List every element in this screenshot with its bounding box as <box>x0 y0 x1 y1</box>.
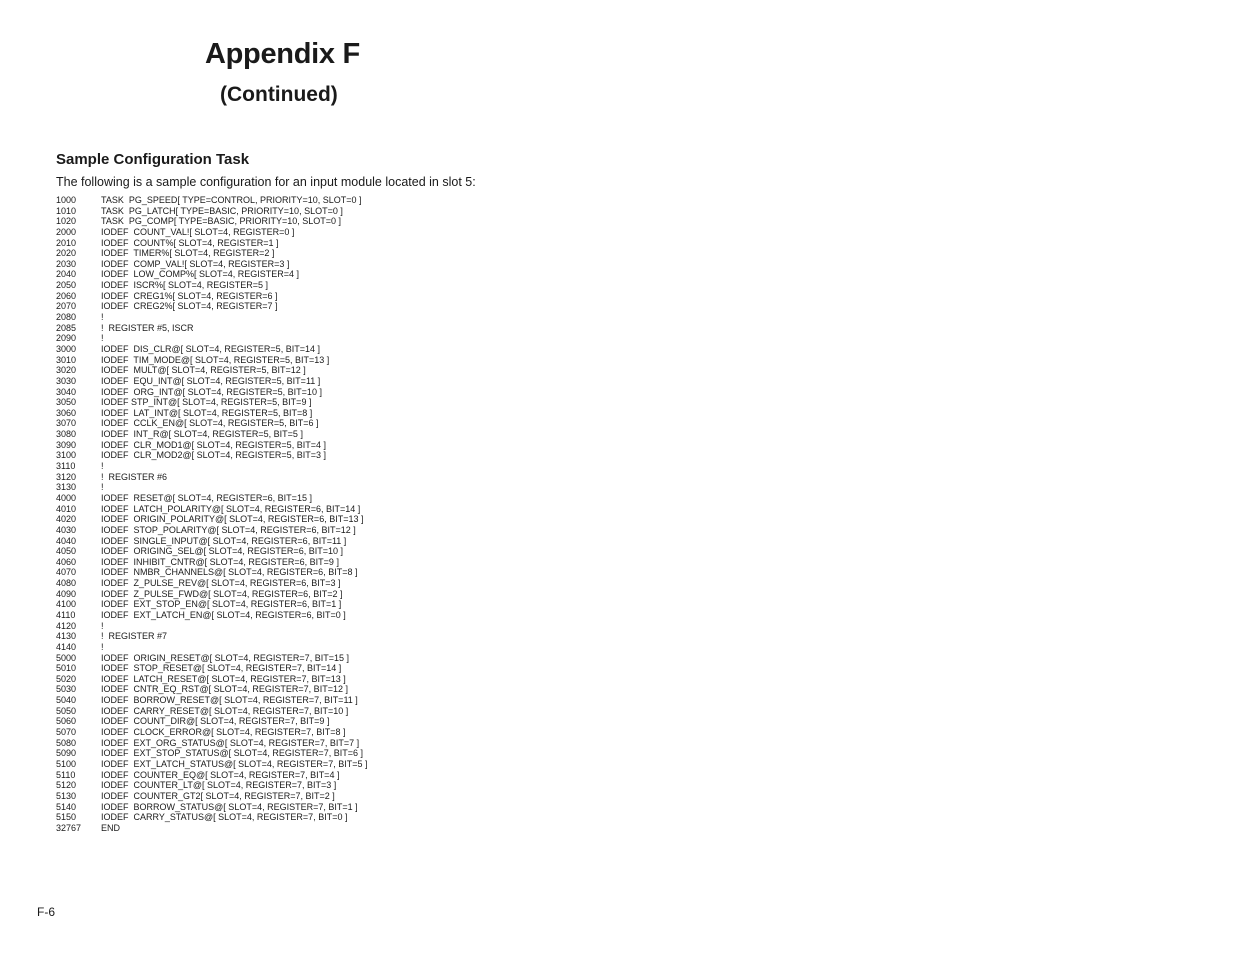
line-statement: IODEF LATCH_POLARITY@[ SLOT=4, REGISTER=6, BIT=14 ] <box>101 503 361 514</box>
line-number: 3080 <box>56 429 77 440</box>
code-line <box>56 748 367 759</box>
line-number: 2030 <box>56 258 77 269</box>
line-statement: IODEF COUNTER_LT@[ SLOT=4, REGISTER=7, BIT=3 ] <box>101 780 337 791</box>
code-line <box>56 631 367 642</box>
line-number: 5130 <box>56 790 77 801</box>
line-statement: IODEF LOW_COMP%[ SLOT=4, REGISTER=4 ] <box>101 269 300 280</box>
line-statement: ! REGISTER #6 <box>101 471 168 482</box>
line-number: 1020 <box>56 216 77 227</box>
line-statement: IODEF TIM_MODE@[ SLOT=4, REGISTER=5, BIT=13 ] <box>101 354 330 365</box>
code-line <box>56 269 367 280</box>
line-number: 3050 <box>56 397 77 408</box>
line-number: 3110 <box>56 461 76 472</box>
code-line <box>56 674 367 685</box>
line-statement: IODEF BORROW_RESET@[ SLOT=4, REGISTER=7, BIT=11 ] <box>101 695 358 706</box>
line-statement: IODEF CARRY_RESET@[ SLOT=4, REGISTER=7, BIT=10 ] <box>101 705 349 716</box>
code-line <box>56 791 367 802</box>
code-line <box>56 684 367 695</box>
line-number: 5140 <box>56 801 77 812</box>
line-statement: IODEF INT_R@[ SLOT=4, REGISTER=5, BIT=5 ] <box>101 429 303 440</box>
line-statement: IODEF NMBR_CHANNELS@[ SLOT=4, REGISTER=6, BIT=8 ] <box>101 567 358 578</box>
code-line <box>56 259 367 270</box>
line-statement: ! <box>101 461 104 472</box>
line-number: 5100 <box>56 758 77 769</box>
line-number: 5080 <box>56 737 77 748</box>
code-line <box>56 387 367 398</box>
line-statement: TASK PG_COMP[ TYPE=BASIC, PRIORITY=10, SLOT=0 ] <box>101 216 341 227</box>
intro-paragraph: The following is a sample configuration for an input module located in slot 5: <box>56 175 476 189</box>
line-number: 32767 <box>56 822 82 833</box>
line-statement: IODEF Z_PULSE_REV@[ SLOT=4, REGISTER=6, BIT=3 ] <box>101 578 341 589</box>
line-number: 1000 <box>56 195 77 205</box>
code-line <box>56 578 367 589</box>
line-number: 4010 <box>56 503 77 514</box>
line-number: 4140 <box>56 641 77 652</box>
line-statement: IODEF COUNT_VAL![ SLOT=4, REGISTER=0 ] <box>101 226 295 237</box>
line-number: 4000 <box>56 492 77 503</box>
line-number: 4030 <box>56 524 77 535</box>
code-line <box>56 206 367 217</box>
code-line <box>56 546 367 557</box>
code-line <box>56 312 367 323</box>
code-line <box>56 567 367 578</box>
line-number: 2085 <box>56 322 77 333</box>
line-statement: IODEF ORG_INT@[ SLOT=4, REGISTER=5, BIT=10 ] <box>101 386 322 397</box>
line-number: 5110 <box>56 769 76 780</box>
line-number: 2000 <box>56 226 77 237</box>
code-line <box>56 365 367 376</box>
code-line <box>56 525 367 536</box>
code-line <box>56 695 367 706</box>
code-line <box>56 461 367 472</box>
line-statement: IODEF COUNT_DIR@[ SLOT=4, REGISTER=7, BIT=9 ] <box>101 716 330 727</box>
section-heading: Sample Configuration Task <box>56 151 250 168</box>
line-statement: ! <box>101 482 104 493</box>
line-number: 4120 <box>56 620 77 631</box>
line-statement: IODEF CREG2%[ SLOT=4, REGISTER=7 ] <box>101 301 278 312</box>
code-line <box>56 408 367 419</box>
line-statement: IODEF LAT_INT@[ SLOT=4, REGISTER=5, BIT=8 ] <box>101 407 313 418</box>
line-number: 4020 <box>56 514 77 525</box>
code-line <box>56 780 367 791</box>
line-statement: IODEF STOP_RESET@[ SLOT=4, REGISTER=7, BIT=14 ] <box>101 663 342 674</box>
line-number: 3010 <box>56 354 77 365</box>
line-statement: IODEF MULT@[ SLOT=4, REGISTER=5, BIT=12 ] <box>101 365 306 376</box>
line-number: 4110 <box>56 609 76 620</box>
code-line <box>56 621 367 632</box>
line-statement: IODEF COUNT%[ SLOT=4, REGISTER=1 ] <box>101 237 279 248</box>
line-number: 3070 <box>56 418 77 429</box>
code-line <box>56 397 367 408</box>
line-number: 4100 <box>56 599 77 610</box>
line-statement: IODEF CNTR_EQ_RST@[ SLOT=4, REGISTER=7, BIT=12 ] <box>101 684 348 695</box>
code-line <box>56 472 367 483</box>
line-statement: IODEF EXT_LATCH_STATUS@[ SLOT=4, REGISTER=7, BIT=5 ] <box>101 758 368 769</box>
code-line <box>56 727 367 738</box>
page-number: F-6 <box>37 905 55 919</box>
code-line <box>56 642 367 653</box>
code-listing <box>56 195 367 833</box>
line-statement: IODEF ORIGIN_RESET@[ SLOT=4, REGISTER=7, BIT=15 ] <box>101 652 349 663</box>
code-line <box>56 536 367 547</box>
line-number: 2080 <box>56 312 77 323</box>
line-statement: IODEF EXT_STOP_EN@[ SLOT=4, REGISTER=6, BIT=1 ] <box>101 599 342 610</box>
line-number: 1010 <box>56 205 77 216</box>
line-number: 3100 <box>56 450 77 461</box>
page-subtitle: (Continued) <box>220 83 338 106</box>
code-line <box>56 653 367 664</box>
line-statement: IODEF SINGLE_INPUT@[ SLOT=4, REGISTER=6, BIT=11 ] <box>101 535 347 546</box>
line-statement: IODEF CARRY_STATUS@[ SLOT=4, REGISTER=7, BIT=0 ] <box>101 812 348 823</box>
line-number: 3120 <box>56 471 77 482</box>
line-number: 4050 <box>56 546 77 557</box>
code-line <box>56 738 367 749</box>
line-statement: ! <box>101 620 104 631</box>
code-line <box>56 589 367 600</box>
code-line <box>56 280 367 291</box>
code-line <box>56 812 367 823</box>
code-line <box>56 706 367 717</box>
line-statement: IODEF INHIBIT_CNTR@[ SLOT=4, REGISTER=6, BIT=9 ] <box>101 556 339 567</box>
code-line <box>56 450 367 461</box>
line-number: 2060 <box>56 290 77 301</box>
line-statement: TASK PG_SPEED[ TYPE=CONTROL, PRIORITY=10, SLOT=0 ] <box>101 195 362 205</box>
line-statement: IODEF CLR_MOD2@[ SLOT=4, REGISTER=5, BIT=3 ] <box>101 450 326 461</box>
line-statement: IODEF EQU_INT@[ SLOT=4, REGISTER=5, BIT=11 ] <box>101 375 321 386</box>
line-number: 4060 <box>56 556 77 567</box>
code-line <box>56 440 367 451</box>
code-line <box>56 429 367 440</box>
code-line <box>56 291 367 302</box>
line-number: 3130 <box>56 482 77 493</box>
line-number: 5000 <box>56 652 77 663</box>
line-statement: END <box>101 822 121 833</box>
line-number: 4070 <box>56 567 77 578</box>
code-line <box>56 599 367 610</box>
line-number: 2040 <box>56 269 77 280</box>
line-statement: ! REGISTER #5, ISCR <box>101 322 194 333</box>
line-number: 5050 <box>56 705 77 716</box>
code-line <box>56 333 367 344</box>
code-line <box>56 301 367 312</box>
line-number: 3020 <box>56 365 77 376</box>
code-line <box>56 514 367 525</box>
line-statement: ! <box>101 312 104 323</box>
line-number: 4080 <box>56 578 77 589</box>
line-statement: IODEF LATCH_RESET@[ SLOT=4, REGISTER=7, BIT=13 ] <box>101 673 346 684</box>
line-statement: IODEF ORIGIN_POLARITY@[ SLOT=4, REGISTER=6, BIT=13 ] <box>101 514 364 525</box>
line-statement: IODEF ORIGING_SEL@[ SLOT=4, REGISTER=6, BIT=10 ] <box>101 546 343 557</box>
code-line <box>56 610 367 621</box>
line-statement: ! REGISTER #7 <box>101 631 168 642</box>
line-number: 5010 <box>56 663 77 674</box>
line-number: 3060 <box>56 407 77 418</box>
line-statement: IODEF COMP_VAL![ SLOT=4, REGISTER=3 ] <box>101 258 290 269</box>
code-line <box>56 418 367 429</box>
line-statement: ! <box>101 641 104 652</box>
line-statement: IODEF CREG1%[ SLOT=4, REGISTER=6 ] <box>101 290 278 301</box>
line-statement: IODEF COUNTER_GT2[ SLOT=4, REGISTER=7, BIT=2 ] <box>101 790 335 801</box>
line-statement: IODEF ISCR%[ SLOT=4, REGISTER=5 ] <box>101 280 269 291</box>
line-number: 4090 <box>56 588 77 599</box>
line-statement: IODEF CCLK_EN@[ SLOT=4, REGISTER=5, BIT=6 ] <box>101 418 319 429</box>
line-statement: IODEF TIMER%[ SLOT=4, REGISTER=2 ] <box>101 248 275 259</box>
code-line <box>56 355 367 366</box>
code-line <box>56 802 367 813</box>
line-statement: IODEF EXT_STOP_STATUS@[ SLOT=4, REGISTER=7, BIT=6 ] <box>101 748 363 759</box>
line-number: 5070 <box>56 727 77 738</box>
line-number: 5030 <box>56 684 77 695</box>
line-number: 5090 <box>56 748 77 759</box>
line-statement: IODEF CLR_MOD1@[ SLOT=4, REGISTER=5, BIT=4 ] <box>101 439 326 450</box>
line-number: 2070 <box>56 301 77 312</box>
line-number: 2020 <box>56 248 77 259</box>
line-statement: IODEF STOP_POLARITY@[ SLOT=4, REGISTER=6, BIT=12 ] <box>101 524 356 535</box>
code-line <box>56 323 367 334</box>
line-statement: IODEF BORROW_STATUS@[ SLOT=4, REGISTER=7, BIT=1 ] <box>101 801 358 812</box>
line-number: 2090 <box>56 333 77 344</box>
code-line <box>56 238 367 249</box>
line-number: 5020 <box>56 673 77 684</box>
line-number: 5040 <box>56 695 77 706</box>
line-number: 4040 <box>56 535 77 546</box>
code-line <box>56 216 367 227</box>
code-line <box>56 716 367 727</box>
code-line <box>56 493 367 504</box>
line-number: 2050 <box>56 280 77 291</box>
code-line <box>56 663 367 674</box>
code-line <box>56 376 367 387</box>
code-line <box>56 557 367 568</box>
line-statement: IODEF STP_INT@[ SLOT=4, REGISTER=5, BIT=9 ] <box>101 397 312 408</box>
line-number: 5120 <box>56 780 77 791</box>
line-statement: TASK PG_LATCH[ TYPE=BASIC, PRIORITY=10, SLOT=0 ] <box>101 205 343 216</box>
line-statement: IODEF COUNTER_EQ@[ SLOT=4, REGISTER=7, BIT=4 ] <box>101 769 340 780</box>
line-number: 2010 <box>56 237 77 248</box>
code-line <box>56 248 367 259</box>
line-number: 3030 <box>56 375 77 386</box>
code-line <box>56 823 367 834</box>
line-statement: IODEF RESET@[ SLOT=4, REGISTER=6, BIT=15 ] <box>101 492 312 503</box>
page-title: Appendix F <box>205 38 360 70</box>
code-line <box>56 482 367 493</box>
line-statement: IODEF DIS_CLR@[ SLOT=4, REGISTER=5, BIT=14 ] <box>101 343 320 354</box>
line-number: 5060 <box>56 716 77 727</box>
code-line <box>56 504 367 515</box>
line-number: 5150 <box>56 812 77 823</box>
line-number: 3090 <box>56 439 77 450</box>
code-line <box>56 770 367 781</box>
code-line <box>56 344 367 355</box>
line-statement: IODEF Z_PULSE_FWD@[ SLOT=4, REGISTER=6, BIT=2 ] <box>101 588 343 599</box>
code-line <box>56 227 367 238</box>
code-line <box>56 195 367 206</box>
line-statement: IODEF EXT_ORG_STATUS@[ SLOT=4, REGISTER=7, BIT=7 ] <box>101 737 360 748</box>
code-line <box>56 759 367 770</box>
line-statement: IODEF CLOCK_ERROR@[ SLOT=4, REGISTER=7, BIT=8 ] <box>101 727 346 738</box>
line-number: 4130 <box>56 631 77 642</box>
line-number: 3000 <box>56 343 77 354</box>
line-statement: ! <box>101 333 104 344</box>
line-statement: IODEF EXT_LATCH_EN@[ SLOT=4, REGISTER=6, BIT=0 ] <box>101 609 346 620</box>
line-number: 3040 <box>56 386 77 397</box>
